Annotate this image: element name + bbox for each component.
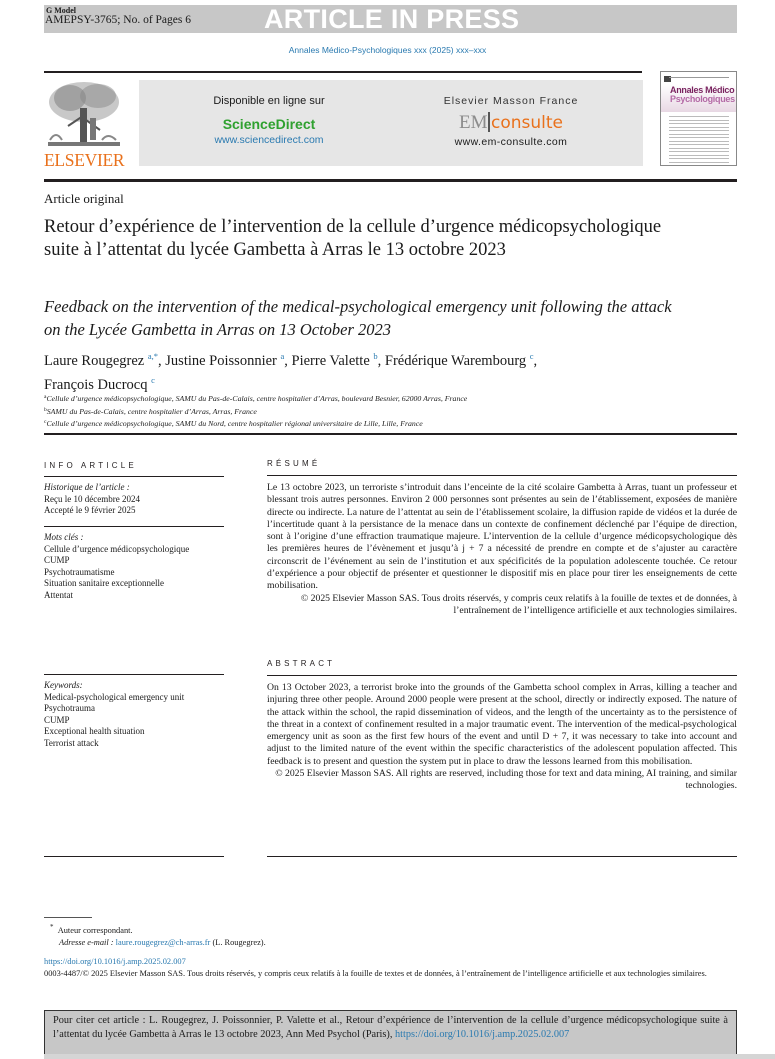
accepted-date: Accepté le 9 février 2025 [44,505,136,515]
info-article-heading: INFO ARTICLE [44,461,137,470]
elsevier-wordmark: ELSEVIER [44,150,125,170]
divider [44,856,224,857]
running-header [44,5,737,33]
page-bottom-strip [44,1054,775,1059]
journal-citation-line[interactable]: Annales Médico-Psychologiques xxx (2025) xxx–xxx [288,45,487,55]
corresponding-author-footnote: * Auteur correspondant. Adresse e-mail : laure.rougegrez@ch-arras.fr (L. Rougegrez). [50,923,266,947]
author-name: François Ducrocq [44,377,148,393]
divider [44,179,737,182]
affiliation-link[interactable]: a,* [147,351,159,361]
sciencedirect-logo[interactable]: ScienceDirect [222,116,316,132]
affiliation-item: $^c$Cellule d’urgence médicopsychologique, SAMU du Nord, centre hospitalier régional universitaire de Lille, Lille, France [44,419,423,428]
emconsulte-logo[interactable]: EM consulte [458,112,563,133]
resume-copyright: © 2025 Elsevier Masson SAS. Tous droits réservés, y compris ceux relatifs à la fouille de textes et de données, à l’entraînement de l’intelligence artificielle et aux technologies similaires. [300,592,737,616]
article-type: Article original [44,191,124,206]
title-french: Retour d’expérience de l’intervention de la cellule d’urgence médicopsychologique suite à l’attentat du lycée Gambetta à Arras le 13 octobre 2023 [44,217,662,260]
logo-separator [488,112,490,132]
emconsulte-block[interactable] [431,95,591,148]
issn-copyright: 0003-4487/© 2025 Elsevier Masson SAS. Tous droits réservés, y compris ceux relatifs à la fouille de textes et de données, à l’entraînement de l’intelligence artificielle et aux technologies similaires. [44,968,707,978]
resume-text: Le 13 octobre 2023, un terroriste s’introduit dans l’enceinte de la cité scolaire Gambetta à Arras, tuant un professeur et blessant trois autres personnes. Environ 2 000 personnes sont présentes au sein de l’établissement, exposées de manière directe ou indirecte. La nature de l’attentat au sein de l’établissement scolaire, la diffusion rapide de vidéos et la durée de l’incertitude quant à la persistance de la menace dans un contexte de confinement déclenché par l’équipe de direction, sont à l’origine d’une effraction traumatique majeure. L’intervention de la cellule d’urgence médicopsychologique dès les premières heures de l’évènement et jusqu’à j + 7 a nécessité de prendre en compte et de s’ajuster au caractère circonscrit de l’événement au sein de l’institution et aux spécificités de la population adolescente touchée. Ce retour d’expérience a pour objectif de présenter et questionner le dispositif mis en place pour tirer les enseignements de cette mobilisation. [267,482,737,592]
affiliation-link[interactable]: c [151,375,155,385]
resume-section [267,482,737,617]
article-history: Historique de l’article : Reçu le 10 décembre 2024 Accepté le 9 février 2025 [44,482,234,517]
doi-link[interactable]: https://doi.org/10.1016/j.amp.2025.02.007 [44,957,186,966]
affiliation-link[interactable]: b [373,351,378,361]
keyword: Exceptional health situation [44,726,145,736]
article-code: AMEPSY-3765; No. of Pages 6 [45,14,191,26]
affiliation-link[interactable]: a [280,351,285,361]
cover-title-line1: Annales Médico [670,85,735,95]
received-date: Reçu le 10 décembre 2024 [44,493,140,504]
doi-block [44,956,744,979]
citation-doi-link[interactable]: https://doi.org/10.1016/j.amp.2025.02.007 [395,1029,570,1040]
divider [44,71,642,73]
author-email-link[interactable]: laure.rougegrez@ch-arras.fr [115,937,211,947]
sciencedirect-url[interactable]: www.sciencedirect.com [214,134,324,146]
article-in-press-banner: ARTICLE IN PRESS [264,4,520,34]
abstract-copyright: © 2025 Elsevier Masson SAS. All rights are reserved, including those for text and data mining, AI training, and similar technologies. [275,768,737,792]
available-online-label: Disponible en ligne sur [213,95,325,107]
keyword: Cellule d’urgence médicopsychologique [44,543,190,554]
cover-header-line [669,77,729,78]
keyword: Terrorist attack [44,737,99,748]
elsevier-tree-icon [46,80,122,148]
elsevier-masson-label: Elsevier Masson France [443,95,579,107]
affiliation-item: $^b$SAMU du Pas-de-Calais, centre hospitalier d’Arras, Arras, France [44,406,257,416]
author-name: Pierre Valette [291,353,370,369]
keyword: CUMP [44,714,70,725]
author-name: Frédérique Warembourg [384,353,527,369]
affiliation-link[interactable]: c [529,351,534,361]
abstract-text: On 13 October 2023, a terrorist broke into the grounds of the Gambetta school complex in Arras, killing a teacher and injuring three other people. Around 2000 people were present at the school, directly or indirectly exposed. The nature of the attack within the school, the rapid dissemination of videos, and the length of the uncertainty as to the persistence of the threat in a context of confinement resulted in a major traumatic event. The intervention of the medical-psychological emergency unit as soon as the first few hours of the event and until D + 7, it was necessary to take into account and adjust to the limited nature of the event within the specific characteristics of the adolescent population affected. This feedback is to present and question the system put in place to draw the lessons learned from this mobilisation. [267,682,737,767]
footnote-rule [44,917,92,918]
affiliation-item: $^a$Cellule d’urgence médicopsychologique, SAMU du Pas-de-Calais, centre hospitalier d’Arras, boulevard Besnier, 62000 Arras, France [44,394,468,403]
author-name: Justine Poissonnier [165,353,277,369]
cover-title-line2: Psychologiques [670,94,735,104]
cover-contents-lines [669,116,729,166]
divider [267,856,737,857]
citation-box [44,1010,737,1056]
author-name: Laure Rougegrez [44,353,145,369]
citation-text: Pour citer cet article : L. Rougegrez, J. Poissonnier, P. Valette et al., Retour d’expérience de l’intervention de la cellule d’urgence médicopsychologique suite à l’attentat du lycée Gambetta à Arras le 13 octobre 2023, Ann Med Psychol (Paris), [53,1015,728,1040]
divider [44,526,224,527]
sciencedirect-block[interactable] [194,95,344,146]
keyword: Psychotraumatisme [44,566,115,577]
divider [267,675,737,676]
publisher-banner [139,80,643,166]
abstract-section [267,682,737,793]
keyword: Situation sanitaire exceptionnelle [44,578,164,588]
author-list: Laure Rougegrez $^{a,*}$, Justine Poissonnier $^a$, Pierre Valette $^b$, Frédérique Warembourg $^c$, François Ducrocq $^c$ [44,351,538,393]
keyword: CUMP [44,555,70,565]
divider [44,433,737,435]
resume-heading: RÉSUMÉ [267,459,321,468]
divider [44,476,224,477]
divider [267,475,737,476]
g-model-label: G Model [46,6,76,15]
keyword: Attentat [44,589,73,600]
keyword: Psychotrauma [44,703,95,713]
keywords-en: Keywords: Medical-psychological emergency unit Psychotrauma CUMP Exceptional health situation Terrorist attack [44,680,234,749]
keyword: Medical-psychological emergency unit [44,691,185,702]
title-english: Feedback on the intervention of the medical-psychological emergency unit following the attack on the Lycée Gambetta in Arras on 13 October 2023 [44,297,672,339]
elsevier-logo[interactable] [44,80,124,170]
divider [44,674,224,675]
emconsulte-url[interactable]: www.em-consulte.com [454,136,568,148]
abstract-heading: ABSTRACT [267,659,336,668]
affiliations [44,392,684,430]
keywords-fr: Mots clés : Cellule d’urgence médicopsychologique CUMP Psychotraumatisme Situation sanitaire exceptionnelle Attentat [44,532,234,601]
journal-cover-thumbnail[interactable] [660,71,737,166]
